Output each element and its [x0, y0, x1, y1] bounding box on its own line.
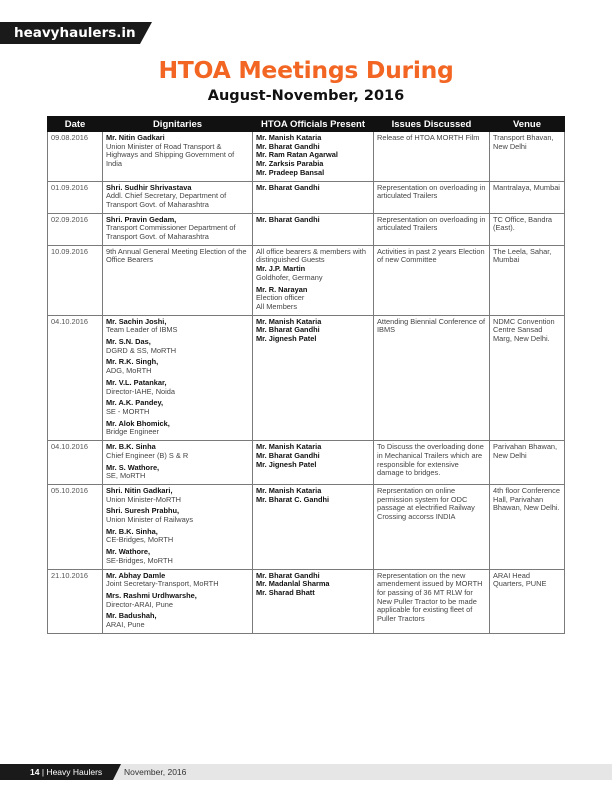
- official-line: Mr. Jignesh Patel: [256, 459, 317, 469]
- cell-officials: [253, 484, 374, 569]
- header-dignitaries: Dignitaries: [103, 117, 253, 132]
- dignitary-title: CE-Bridges, MoRTH: [106, 535, 174, 545]
- cell-issues: Activities in past 2 years Election of new Committee: [374, 245, 490, 315]
- cell-date: 10.09.2016: [48, 245, 103, 315]
- dignitary-entry: [106, 216, 249, 242]
- cell-officials: [253, 315, 374, 440]
- table-row: [48, 245, 565, 315]
- dignitary-title: Chief Engineer (B) S & R: [106, 450, 189, 460]
- brand-logo: heavyhaulers.in: [0, 22, 140, 44]
- dignitary-entry: [106, 318, 249, 335]
- official-line: Election officer: [256, 293, 305, 303]
- dignitary-entry: [106, 184, 249, 210]
- cell-dignitaries: [103, 245, 253, 315]
- dignitary-title: SE-Bridges, MoRTH: [106, 555, 173, 565]
- dignitary-title: Joint Secretary-Transport, MoRTH: [106, 579, 219, 589]
- cell-issues: Reprsentation on online permission system for ODC passage at electrified Railway Crossing accorss INDIA: [374, 484, 490, 569]
- official-line: Mr. Jignesh Patel: [256, 334, 317, 344]
- dignitary-entry: [106, 358, 249, 375]
- official-line: Mr. Bharat Gandhi: [256, 570, 320, 580]
- official-line: Mr. Bharat C. Gandhi: [256, 494, 330, 504]
- cell-date: 05.10.2016: [48, 484, 103, 569]
- cell-venue: ARAI Head Quarters, PUNE: [490, 569, 565, 633]
- header-officials: HTOA Officials Present: [253, 117, 374, 132]
- dignitary-title: Transport Commissioner Department of Transport Govt. of Maharashtra: [106, 223, 236, 242]
- table-row: [48, 441, 565, 485]
- dignitary-name: Mr. A.K. Pandey,: [106, 398, 164, 408]
- dignitary-name: Mrs. Rashmi Urdhwarshe,: [106, 590, 197, 600]
- header-date: Date: [48, 117, 103, 132]
- dignitary-name: Mr. Wathore,: [106, 547, 151, 557]
- dignitary-title: Union Minister of Road Transport & Highways and Shipping Government of India: [106, 141, 235, 169]
- dignitary-name: Mr. Abhay Damle: [106, 570, 166, 580]
- issue-date: November, 2016: [124, 767, 187, 777]
- table-row: [48, 132, 565, 182]
- cell-venue: Transport Bhavan, New Delhi: [490, 132, 565, 182]
- official-line: All office bearers & members with distinguished Guests: [256, 246, 366, 265]
- dignitary-name: Mr. B.K. Sinha,: [106, 526, 158, 536]
- cell-venue: Parivahan Bhawan, New Delhi: [490, 441, 565, 485]
- table-header-row: [48, 117, 565, 132]
- cell-venue: NDMC Convention Centre Sansad Marg, New Delhi.: [490, 315, 565, 440]
- dignitary-entry: [106, 399, 249, 416]
- cell-venue: The Leela, Sahar, Mumbai: [490, 245, 565, 315]
- cell-officials: [253, 213, 374, 245]
- official-line: Goldhofer, Germany: [256, 272, 323, 282]
- dignitary-entry: [106, 420, 249, 437]
- official-line: Mr. Madanlal Sharma: [256, 579, 330, 589]
- cell-issues: Attending Biennial Conference of IBMS: [374, 315, 490, 440]
- dignitary-title: Bridge Engineer: [106, 427, 160, 437]
- cell-officials: [253, 132, 374, 182]
- dignitary-title: Union Minister-MoRTH: [106, 494, 182, 504]
- official-line: Mr. Bharat Gandhi: [256, 450, 320, 460]
- dignitary-name: Shri. Suresh Prabhu,: [106, 506, 180, 516]
- table-row: [48, 569, 565, 633]
- cell-venue: TC Office, Bandra (East).: [490, 213, 565, 245]
- cell-date: 09.08.2016: [48, 132, 103, 182]
- cell-dignitaries: [103, 132, 253, 182]
- dignitary-name: Mr. S.N. Das,: [106, 337, 151, 347]
- dignitary-entry: [106, 443, 249, 460]
- dignitary-title: DGRD & SS, MoRTH: [106, 345, 177, 355]
- dignitary-name: Mr. V.L. Patankar,: [106, 377, 167, 387]
- dignitary-title: Addl. Chief Secretary, Department of Transport Govt. of Maharashtra: [106, 191, 227, 209]
- dignitary-entry: [106, 612, 249, 629]
- official-line: Mr. Sharad Bhatt: [256, 587, 315, 597]
- dignitary-entry: [106, 528, 249, 545]
- table-row: [48, 484, 565, 569]
- dignitary-name: Shri. Sudhir Shrivastava: [106, 182, 192, 192]
- official-line: Mr. J.P. Martin: [256, 264, 306, 274]
- cell-officials: [253, 245, 374, 315]
- dignitary-name: Mr. Badushah,: [106, 611, 157, 621]
- dignitary-entry: [106, 487, 249, 504]
- official-line: Mr. Ram Ratan Agarwal: [256, 150, 338, 160]
- cell-issues: Representation on overloading in articulated Trailers: [374, 213, 490, 245]
- dignitary-entry: [106, 507, 249, 524]
- official-line: Mr. Manish Kataria: [256, 442, 322, 452]
- dignitary-entry: [106, 592, 249, 609]
- official-line: Mr. Bharat Gandhi: [256, 325, 320, 335]
- official-line: All Members: [256, 301, 298, 311]
- dignitary-name: Shri. Pravin Gedam,: [106, 214, 177, 224]
- dignitary-title: 9th Annual General Meeting Election of the Office Bearers: [106, 246, 247, 265]
- dignitary-name: Mr. R.K. Singh,: [106, 357, 159, 367]
- dignitary-name: Mr. S. Wathore,: [106, 462, 160, 472]
- cell-venue: 4th floor Conference Hall, Parivahan Bhawan, New Delhi.: [490, 484, 565, 569]
- official-line: Mr. Manish Kataria: [256, 133, 322, 142]
- dignitary-title: Director-IAHE, Noida: [106, 386, 175, 396]
- cell-dignitaries: [103, 484, 253, 569]
- official-line: Mr. Bharat Gandhi: [256, 182, 320, 192]
- dignitary-name: Mr. B.K. Sinha: [106, 442, 156, 452]
- cell-date: 21.10.2016: [48, 569, 103, 633]
- magazine-name: Heavy Haulers: [46, 767, 103, 777]
- official-line: Mr. Bharat Gandhi: [256, 141, 320, 151]
- official-line: Mr. Zarksis Parabia: [256, 159, 324, 169]
- cell-dignitaries: [103, 181, 253, 213]
- page-number: 14: [30, 767, 40, 777]
- cell-dignitaries: [103, 441, 253, 485]
- dignitary-entry: [106, 379, 249, 396]
- dignitary-entry: [106, 572, 249, 589]
- cell-dignitaries: [103, 213, 253, 245]
- cell-dignitaries: [103, 315, 253, 440]
- cell-issues: Release of HTOA MORTH Film: [374, 132, 490, 182]
- dignitary-entry: [106, 248, 249, 265]
- cell-dignitaries: [103, 569, 253, 633]
- dignitary-name: Mr. Nitin Gadkari: [106, 133, 165, 142]
- dignitary-name: Mr. Sachin Joshi,: [106, 316, 167, 326]
- official-line: Mr. Manish Kataria: [256, 485, 322, 495]
- cell-date: 04.10.2016: [48, 315, 103, 440]
- dignitary-title: Director-ARAI, Pune: [106, 599, 173, 609]
- table-row: [48, 213, 565, 245]
- dignitary-title: ADG, MoRTH: [106, 366, 152, 376]
- official-line: Mr. Pradeep Bansal: [256, 167, 325, 177]
- cell-officials: [253, 441, 374, 485]
- dignitary-title: Union Minister of Railways: [106, 515, 194, 525]
- header-venue: Venue: [490, 117, 565, 132]
- official-line: Mr. Bharat Gandhi: [256, 214, 320, 224]
- official-line: Mr. Manish Kataria: [256, 316, 322, 326]
- cell-venue: Mantralaya, Mumbai: [490, 181, 565, 213]
- cell-officials: [253, 181, 374, 213]
- dignitary-name: Mr. Alok Bhomick,: [106, 418, 170, 428]
- dignitary-entry: [106, 338, 249, 355]
- footer-label: [0, 764, 113, 780]
- meetings-table: [47, 116, 565, 634]
- cell-officials: [253, 569, 374, 633]
- dignitary-title: SE, MoRTH: [106, 471, 146, 481]
- dignitary-title: SE - MORTH: [106, 406, 150, 416]
- dignitary-entry: [106, 548, 249, 565]
- cell-date: 04.10.2016: [48, 441, 103, 485]
- table-row: [48, 181, 565, 213]
- cell-date: 01.09.2016: [48, 181, 103, 213]
- page-subtitle: August-November, 2016: [207, 88, 405, 104]
- page-title: HTOA Meetings During: [158, 56, 454, 84]
- cell-issues: Representation on the new amendement issued by MORTH for passing of 36 MT RLW for New Puller Tractor to be made applicable for existing fleet of Puller Tractors: [374, 569, 490, 633]
- table-body: [48, 132, 565, 634]
- footer-separator: |: [41, 767, 45, 777]
- cell-issues: To Discuss the overloading done in Mechanical Trailers which are responsible for extensive damage to bridges.: [374, 441, 490, 485]
- cell-date: 02.09.2016: [48, 213, 103, 245]
- dignitary-name: Shri. Nitin Gadkari,: [106, 485, 173, 495]
- dignitary-title: ARAI, Pune: [106, 620, 145, 630]
- page-footer: [0, 764, 612, 780]
- table-row: [48, 315, 565, 440]
- dignitary-entry: [106, 134, 249, 169]
- official-line: Mr. R. Narayan: [256, 284, 308, 294]
- dignitary-entry: [106, 464, 249, 481]
- dignitary-title: Team Leader of IBMS: [106, 325, 178, 335]
- header-issues: Issues Discussed: [374, 117, 490, 132]
- cell-issues: Representation on overloading in articulated Trailers: [374, 181, 490, 213]
